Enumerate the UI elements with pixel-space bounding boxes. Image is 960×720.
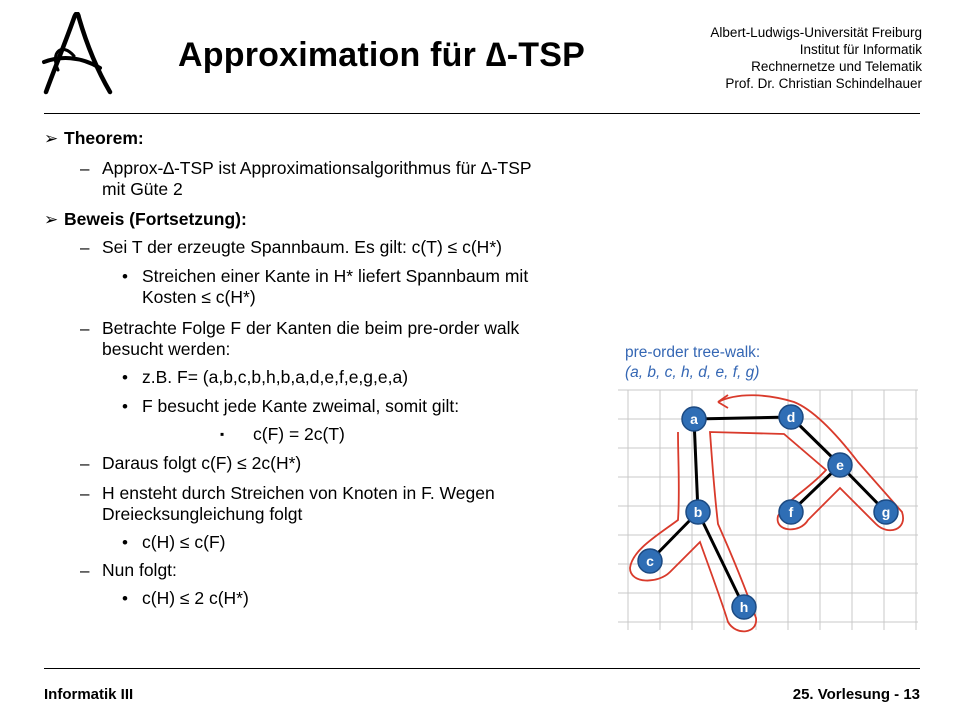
proof-line-5a: c(H) ≤ 2 c(H*) xyxy=(142,588,249,608)
theorem-text-cont: mit Güte 2 xyxy=(102,179,183,199)
proof-line-1a: Streichen einer Kante in H* liefert Spannbaum mit xyxy=(142,266,529,286)
node-c xyxy=(638,549,662,573)
university-logo xyxy=(40,12,116,96)
page-title: Approximation für ∆-TSP xyxy=(178,36,585,74)
proof-line-3: Daraus folgt c(F) ≤ 2c(H*) xyxy=(102,453,302,473)
university-name: Albert-Ludwigs-Universität Freiburg xyxy=(710,25,922,40)
proof-line-4-cont: Dreiecksungleichung folgt xyxy=(102,504,303,524)
square-bullet-icon: ▪ xyxy=(220,427,225,441)
figure-caption-title: pre-order tree-walk: xyxy=(625,344,761,361)
tree-walk-diagram xyxy=(618,340,918,640)
dot-bullet-icon: • xyxy=(122,533,128,552)
dot-bullet-icon: • xyxy=(122,397,128,416)
dash-bullet-icon: – xyxy=(80,484,90,503)
dot-bullet-icon: • xyxy=(122,589,128,608)
svg-text:e: e xyxy=(836,457,844,473)
node-d xyxy=(779,405,803,429)
arrow-bullet-icon: ➢ xyxy=(44,210,59,229)
node-b xyxy=(686,500,710,524)
proof-line-2: Betrachte Folge F der Kanten die beim pre-order walk xyxy=(102,318,520,338)
dash-bullet-icon: – xyxy=(80,319,90,338)
figure-caption-sequence: (a, b, c, h, d, e, f, g) xyxy=(625,364,760,381)
svg-text:f: f xyxy=(788,504,794,520)
footer-divider xyxy=(44,668,920,669)
svg-text:d: d xyxy=(786,409,796,425)
svg-text:a: a xyxy=(690,411,698,427)
node-f xyxy=(779,500,803,524)
dot-bullet-icon: • xyxy=(122,267,128,286)
tree-nodes xyxy=(638,405,898,619)
proof-heading: Beweis (Fortsetzung): xyxy=(64,209,247,229)
svg-text:g: g xyxy=(881,504,891,520)
walk-arrowhead xyxy=(718,395,728,408)
footer-course: Informatik III xyxy=(44,686,134,703)
theorem-heading: Theorem: xyxy=(64,128,144,148)
department-name: Rechnernetze und Telematik xyxy=(751,59,922,74)
svg-text:h: h xyxy=(739,599,749,615)
professor-name: Prof. Dr. Christian Schindelhauer xyxy=(725,76,922,91)
proof-line-2-cont: besucht werden: xyxy=(102,339,231,359)
node-a xyxy=(682,407,706,431)
footer-lecture-page: 25. Vorlesung - 13 xyxy=(792,686,920,703)
proof-line-1a-cont: Kosten ≤ c(H*) xyxy=(142,287,256,307)
grid xyxy=(618,390,918,630)
node-h xyxy=(732,595,756,619)
proof-line-4: H ensteht durch Streichen von Knoten in F. Wegen xyxy=(102,483,495,503)
dot-bullet-icon: • xyxy=(122,368,128,387)
proof-line-1: Sei T der erzeugte Spannbaum. Es gilt: c(T) ≤ c(H*) xyxy=(102,237,502,257)
dash-bullet-icon: – xyxy=(80,561,90,580)
proof-line-4a: c(H) ≤ c(F) xyxy=(142,532,226,552)
proof-line-2b: F besucht jede Kante zweimal, somit gilt: xyxy=(142,396,460,416)
dash-bullet-icon: – xyxy=(80,238,90,257)
dash-bullet-icon: – xyxy=(80,159,90,178)
dash-bullet-icon: – xyxy=(80,454,90,473)
node-e xyxy=(828,453,852,477)
svg-text:b: b xyxy=(693,504,703,520)
node-g xyxy=(874,500,898,524)
institute-name: Institut für Informatik xyxy=(799,42,922,57)
theorem-text: Approx-∆-TSP ist Approximationsalgorithmus für ∆-TSP xyxy=(102,158,532,178)
proof-line-2a: z.B. F= (a,b,c,b,h,b,a,d,e,f,e,g,e,a) xyxy=(142,367,409,387)
institution-block xyxy=(710,24,922,92)
walk-path xyxy=(630,395,903,631)
proof-line-5: Nun folgt: xyxy=(102,560,177,580)
arrow-bullet-icon: ➢ xyxy=(44,129,59,148)
proof-line-2c: c(F) = 2c(T) xyxy=(253,424,345,444)
svg-text:c: c xyxy=(646,553,654,569)
header-divider xyxy=(44,113,920,114)
